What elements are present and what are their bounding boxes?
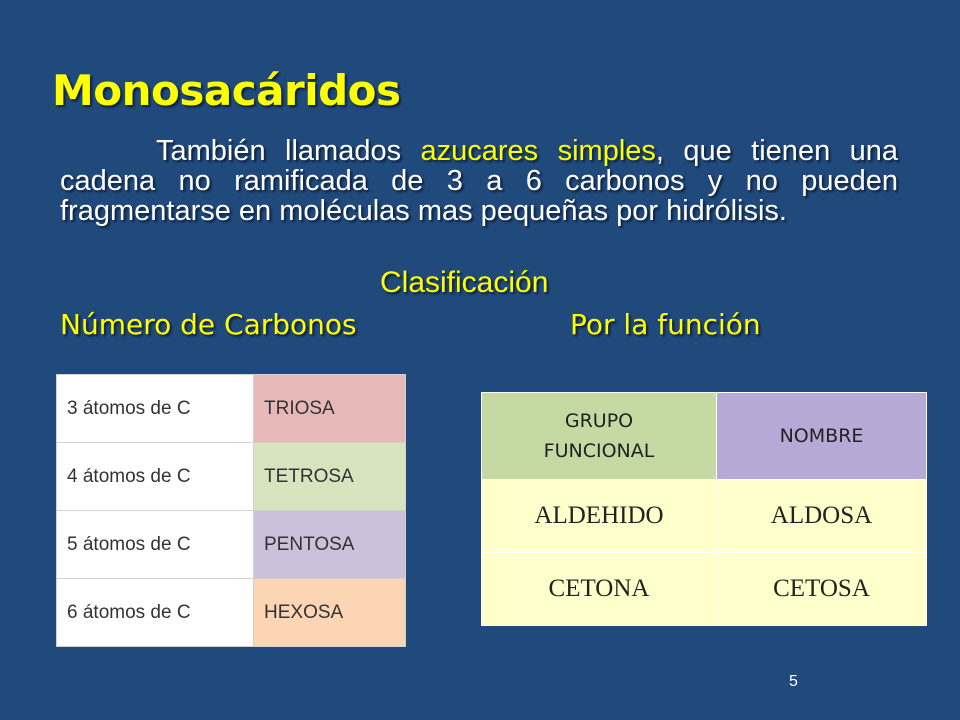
carbon-count-cell: 6 átomos de C <box>57 579 254 647</box>
table-header-row <box>482 393 927 480</box>
paragraph-text-start: También llamados <box>156 135 421 167</box>
table-row <box>57 443 406 511</box>
carbon-count-table <box>56 374 406 647</box>
header-line-2: FUNCIONAL <box>543 440 655 462</box>
slide-title: Monosacáridos <box>52 66 401 115</box>
header-line-1: GRUPO <box>564 410 634 432</box>
column-header-name: NOMBRE <box>717 393 927 480</box>
sugar-name-cell: TETROSA <box>254 443 406 511</box>
paragraph-highlight: azucares simples <box>420 135 656 167</box>
carbon-number-heading: Número de Carbonos <box>60 308 357 341</box>
definition-paragraph <box>60 136 898 226</box>
table-row <box>482 553 927 626</box>
column-header-functional-group <box>482 393 717 480</box>
carbon-count-cell: 5 átomos de C <box>57 511 254 579</box>
functional-group-cell: CETONA <box>482 553 717 626</box>
table-row <box>57 511 406 579</box>
paragraph-text-end: , que tienen una cadena no ramificada de 3 a 6 carbonos y no pueden fragmentarse en moléculas mas pequeñas por hidrólisis. <box>60 135 898 227</box>
sugar-name-cell: HEXOSA <box>254 579 406 647</box>
sugar-class-cell: CETOSA <box>717 553 927 626</box>
sugar-class-cell: ALDOSA <box>717 480 927 553</box>
page-number: 5 <box>789 673 798 690</box>
sugar-name-cell: PENTOSA <box>254 511 406 579</box>
table-row <box>57 579 406 647</box>
classification-heading: Clasificación <box>380 266 549 299</box>
functional-group-cell: ALDEHIDO <box>482 480 717 553</box>
function-heading: Por la función <box>570 308 761 341</box>
carbon-count-cell: 4 átomos de C <box>57 443 254 511</box>
table-row <box>57 375 406 443</box>
carbon-count-cell: 3 átomos de C <box>57 375 254 443</box>
sugar-name-cell: TRIOSA <box>254 375 406 443</box>
functional-group-table <box>481 392 927 626</box>
table-row <box>482 480 927 553</box>
